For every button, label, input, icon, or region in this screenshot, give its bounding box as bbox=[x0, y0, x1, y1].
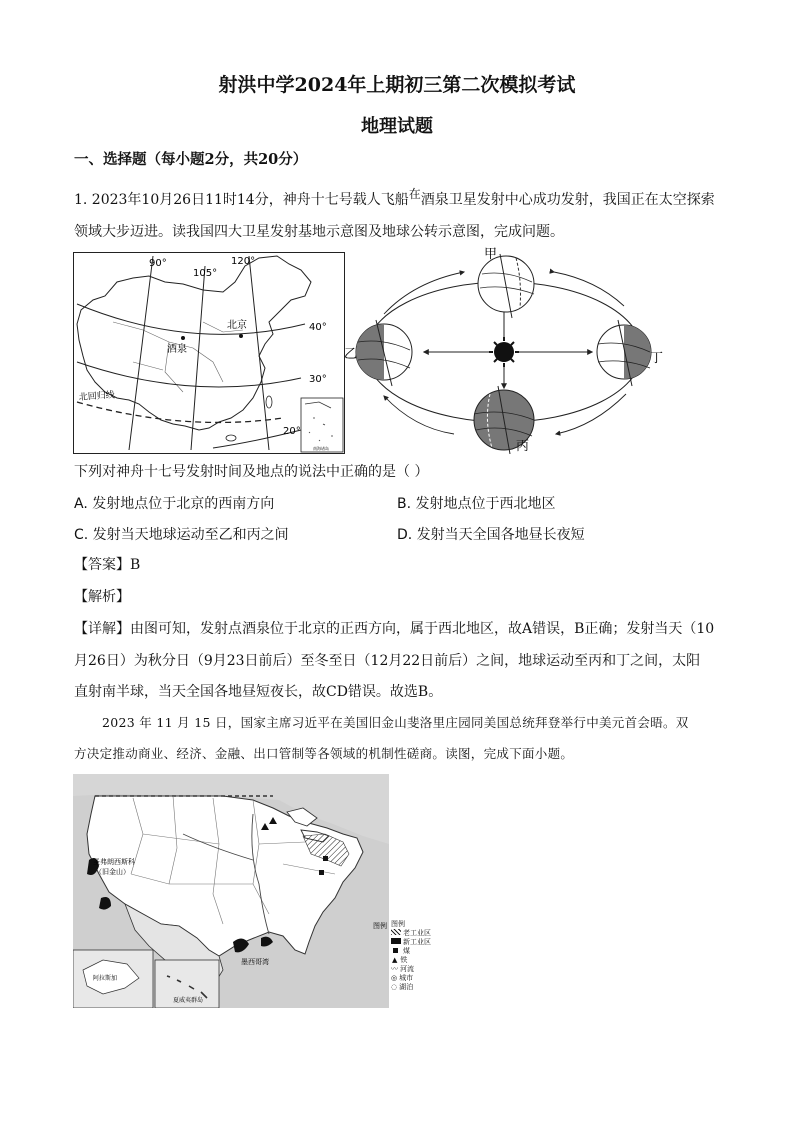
legend-item-coal bbox=[391, 947, 451, 956]
coal-marker bbox=[319, 870, 324, 875]
page-subtitle: 地理试题 bbox=[361, 116, 433, 137]
label-ding: 丁 bbox=[650, 351, 664, 366]
alaska-label: 阿拉斯加 bbox=[93, 975, 118, 982]
legend-item-new bbox=[391, 938, 451, 947]
legend-title: 图例 bbox=[373, 922, 387, 930]
legend-label-lake: 湖泊 bbox=[399, 983, 414, 991]
lon-label-105: 105° bbox=[193, 268, 218, 279]
q1-stem-part2: 酒泉卫星发射中心成功发射，我国正在太空探索 bbox=[420, 192, 715, 208]
analysis-tag: 【解析】 bbox=[74, 589, 130, 605]
detail-tag: 【详解】 bbox=[74, 621, 130, 637]
legend-item-lake: ◌ 湖泊 bbox=[391, 983, 414, 991]
legend-label-iron: 铁 bbox=[400, 956, 408, 964]
page-title: 射洪中学2024年上期初三第二次模拟考试 bbox=[218, 74, 576, 96]
sf-label-1: 圣弗朗西斯科 bbox=[93, 858, 135, 866]
detail-line3: 直射南半球，当天全国各地昼短夜长，故CD错误。故选B。 bbox=[74, 684, 443, 700]
legend-label-new: 新工业区 bbox=[403, 938, 431, 946]
next-intro-line2: 方决定推动商业、经济、金融、出口管制等各领域的机制性磋商。读图，完成下面小题。 bbox=[74, 746, 574, 761]
earth-yi bbox=[356, 320, 412, 386]
hawaii-label: 夏威夷群岛 bbox=[173, 997, 204, 1004]
q1-stem-inline: 在 bbox=[408, 187, 421, 201]
earth-jia bbox=[478, 254, 534, 318]
legend-item-river: 〰 河流 bbox=[391, 965, 414, 973]
south-china-sea-inset bbox=[301, 398, 343, 452]
detail-line2: 月26日）为秋分日（9月23日前后）至冬至日（12月22日前后）之间，地球运动至丙和丁之间，太阳 bbox=[74, 653, 701, 669]
legend-item-city: ◎ 城市 bbox=[391, 974, 414, 982]
legend-title-text: 图例 bbox=[391, 920, 405, 928]
answer-value: B bbox=[130, 557, 141, 573]
legend-label-river: 河流 bbox=[400, 965, 414, 973]
lat-label-20: 20° bbox=[283, 426, 301, 437]
q1-option-b[interactable]: B. 发射地点位于西北地区 bbox=[397, 496, 556, 512]
next-intro-line1: 2023 年 11 月 15 日，国家主席习近平在美国旧金山斐洛里庄园同美国总统拜登举行中美元首会晤。双 bbox=[102, 715, 689, 730]
section-heading: 一、选择题（每小题2分，共20分） bbox=[74, 151, 308, 168]
sf-label-2: （旧金山） bbox=[95, 868, 130, 876]
detail-text-1: 由图可知，发射点酒泉位于北京的正西方向，属于西北地区，故A错误，B正确；发射当天（10 bbox=[130, 621, 715, 637]
lon-label-120: 120° bbox=[231, 256, 256, 267]
lat-label-30: 30° bbox=[309, 374, 327, 385]
label-jia: 甲 bbox=[484, 247, 498, 262]
detail-line1 bbox=[74, 619, 714, 639]
usa-map-legend bbox=[391, 920, 451, 992]
q1-stem-part1: 1. 2023年10月26日11时14分，神舟十七号载人飞船 bbox=[74, 192, 409, 208]
legend-label-coal: 煤 bbox=[403, 947, 410, 955]
q1-stem-line1 bbox=[74, 187, 715, 210]
earth-ding bbox=[597, 320, 651, 386]
q1-question: 下列对神舟十七号发射时间及地点的说法中正确的是（ ） bbox=[74, 464, 429, 480]
coal-marker bbox=[323, 856, 328, 861]
q1-option-d[interactable]: D. 发射当天全国各地昼长夜短 bbox=[397, 527, 585, 543]
beijing-label: 北京 bbox=[227, 320, 247, 331]
earth-orbit-diagram bbox=[344, 244, 664, 454]
jiuquan-label: 酒泉 bbox=[167, 344, 187, 355]
jiuquan-marker bbox=[181, 336, 185, 340]
usa-industry-map bbox=[73, 774, 389, 1008]
tropic-label: 北回归线 bbox=[78, 390, 116, 403]
legend-label-old: 老工业区 bbox=[403, 929, 431, 937]
legend-label-city: 城市 bbox=[399, 974, 414, 982]
answer-tag: 【答案】 bbox=[74, 557, 130, 573]
q1-stem-line2: 领域大步迈进。读我国四大卫星发射基地示意图及地球公转示意图，完成问题。 bbox=[74, 224, 564, 240]
q1-option-c[interactable]: C. 发射当天地球运动至乙和丙之间 bbox=[74, 527, 289, 543]
label-yi: 乙 bbox=[344, 347, 358, 362]
gulf-label: 墨西哥湾 bbox=[241, 958, 269, 966]
legend-item-iron: ▲ 铁 bbox=[392, 956, 408, 964]
q1-answer-row bbox=[74, 555, 140, 575]
lat-label-40: 40° bbox=[309, 322, 327, 333]
inset-label: 南海诸岛 bbox=[313, 446, 329, 451]
label-bing: 丙 bbox=[516, 439, 530, 454]
sun-icon bbox=[489, 337, 519, 367]
legend-item-old bbox=[391, 929, 451, 938]
china-launch-sites-map bbox=[73, 252, 345, 454]
lon-label-90: 90° bbox=[149, 258, 167, 269]
beijing-marker bbox=[239, 334, 243, 338]
q1-option-a[interactable]: A. 发射地点位于北京的西南方向 bbox=[74, 496, 275, 512]
